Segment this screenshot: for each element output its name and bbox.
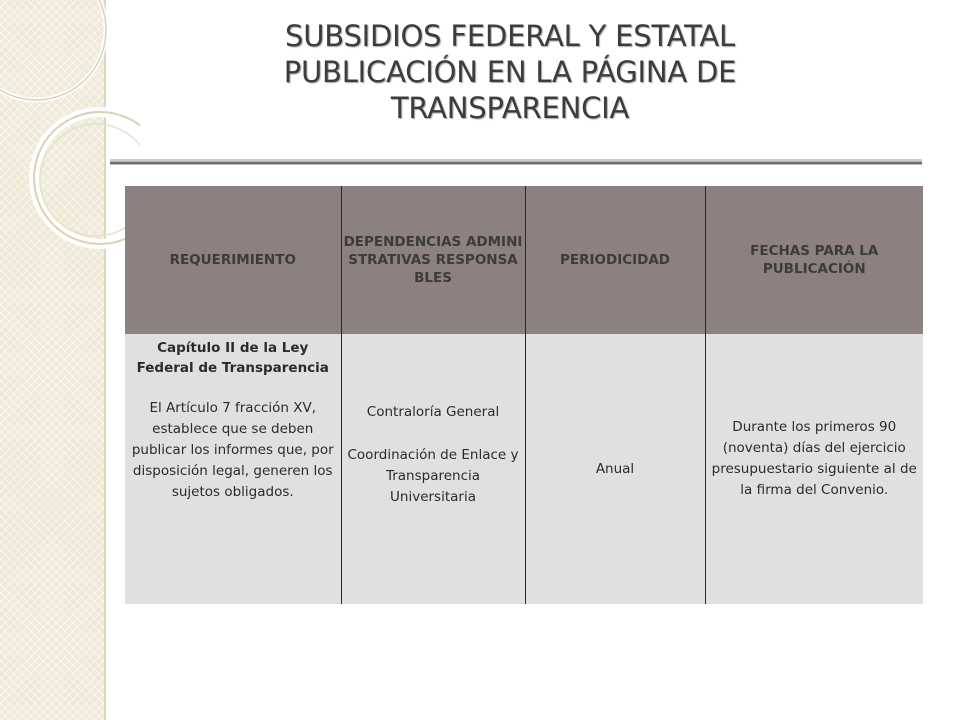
header-fechas-text: FECHAS PARA LA PUBLICACIÓN — [750, 243, 879, 277]
dependencia-2: Coordinación de Enlace y Transparencia Universitaria — [347, 447, 519, 505]
requerimiento-body: El Artículo 7 fracción XV, establece que se deben publicar los informes que, por disposición legal, generen los sujetos obligados. — [131, 400, 334, 500]
dependencia-1: Contraloría General — [366, 404, 500, 420]
slide-title — [150, 18, 870, 126]
decorative-circles — [0, 0, 140, 260]
table-header-row — [125, 186, 923, 334]
slide-title-line-1: SUBSIDIOS FEDERAL Y ESTATAL — [285, 19, 735, 53]
cell-requerimiento — [125, 334, 341, 604]
cell-fechas — [705, 334, 923, 604]
requirements-table — [125, 186, 923, 604]
transparency-table — [125, 186, 923, 604]
table-row — [125, 334, 923, 604]
header-dependencias — [341, 186, 525, 334]
slide-title-line-2: PUBLICACIÓN EN LA PÁGINA DE — [283, 55, 737, 89]
header-periodicidad: PERIODICIDAD — [525, 186, 705, 334]
cell-dependencias — [341, 334, 525, 604]
fechas-text: Durante los primeros 90 (noventa) días del ejercicio presupuestario siguiente al de la firma del Convenio. — [711, 419, 917, 498]
header-fechas — [705, 186, 923, 334]
header-requerimiento: REQUERIMIENTO — [125, 186, 341, 334]
cell-periodicidad: Anual — [525, 334, 705, 604]
header-dependencias-text: DEPENDENCIAS ADMINISTRATIVAS RESPONSABLES — [343, 234, 523, 286]
requerimiento-title: Capítulo II de la Ley Federal de Transparencia — [136, 340, 329, 376]
title-underline — [108, 158, 924, 168]
slide-title-line-3: TRANSPARENCIA — [390, 91, 630, 125]
